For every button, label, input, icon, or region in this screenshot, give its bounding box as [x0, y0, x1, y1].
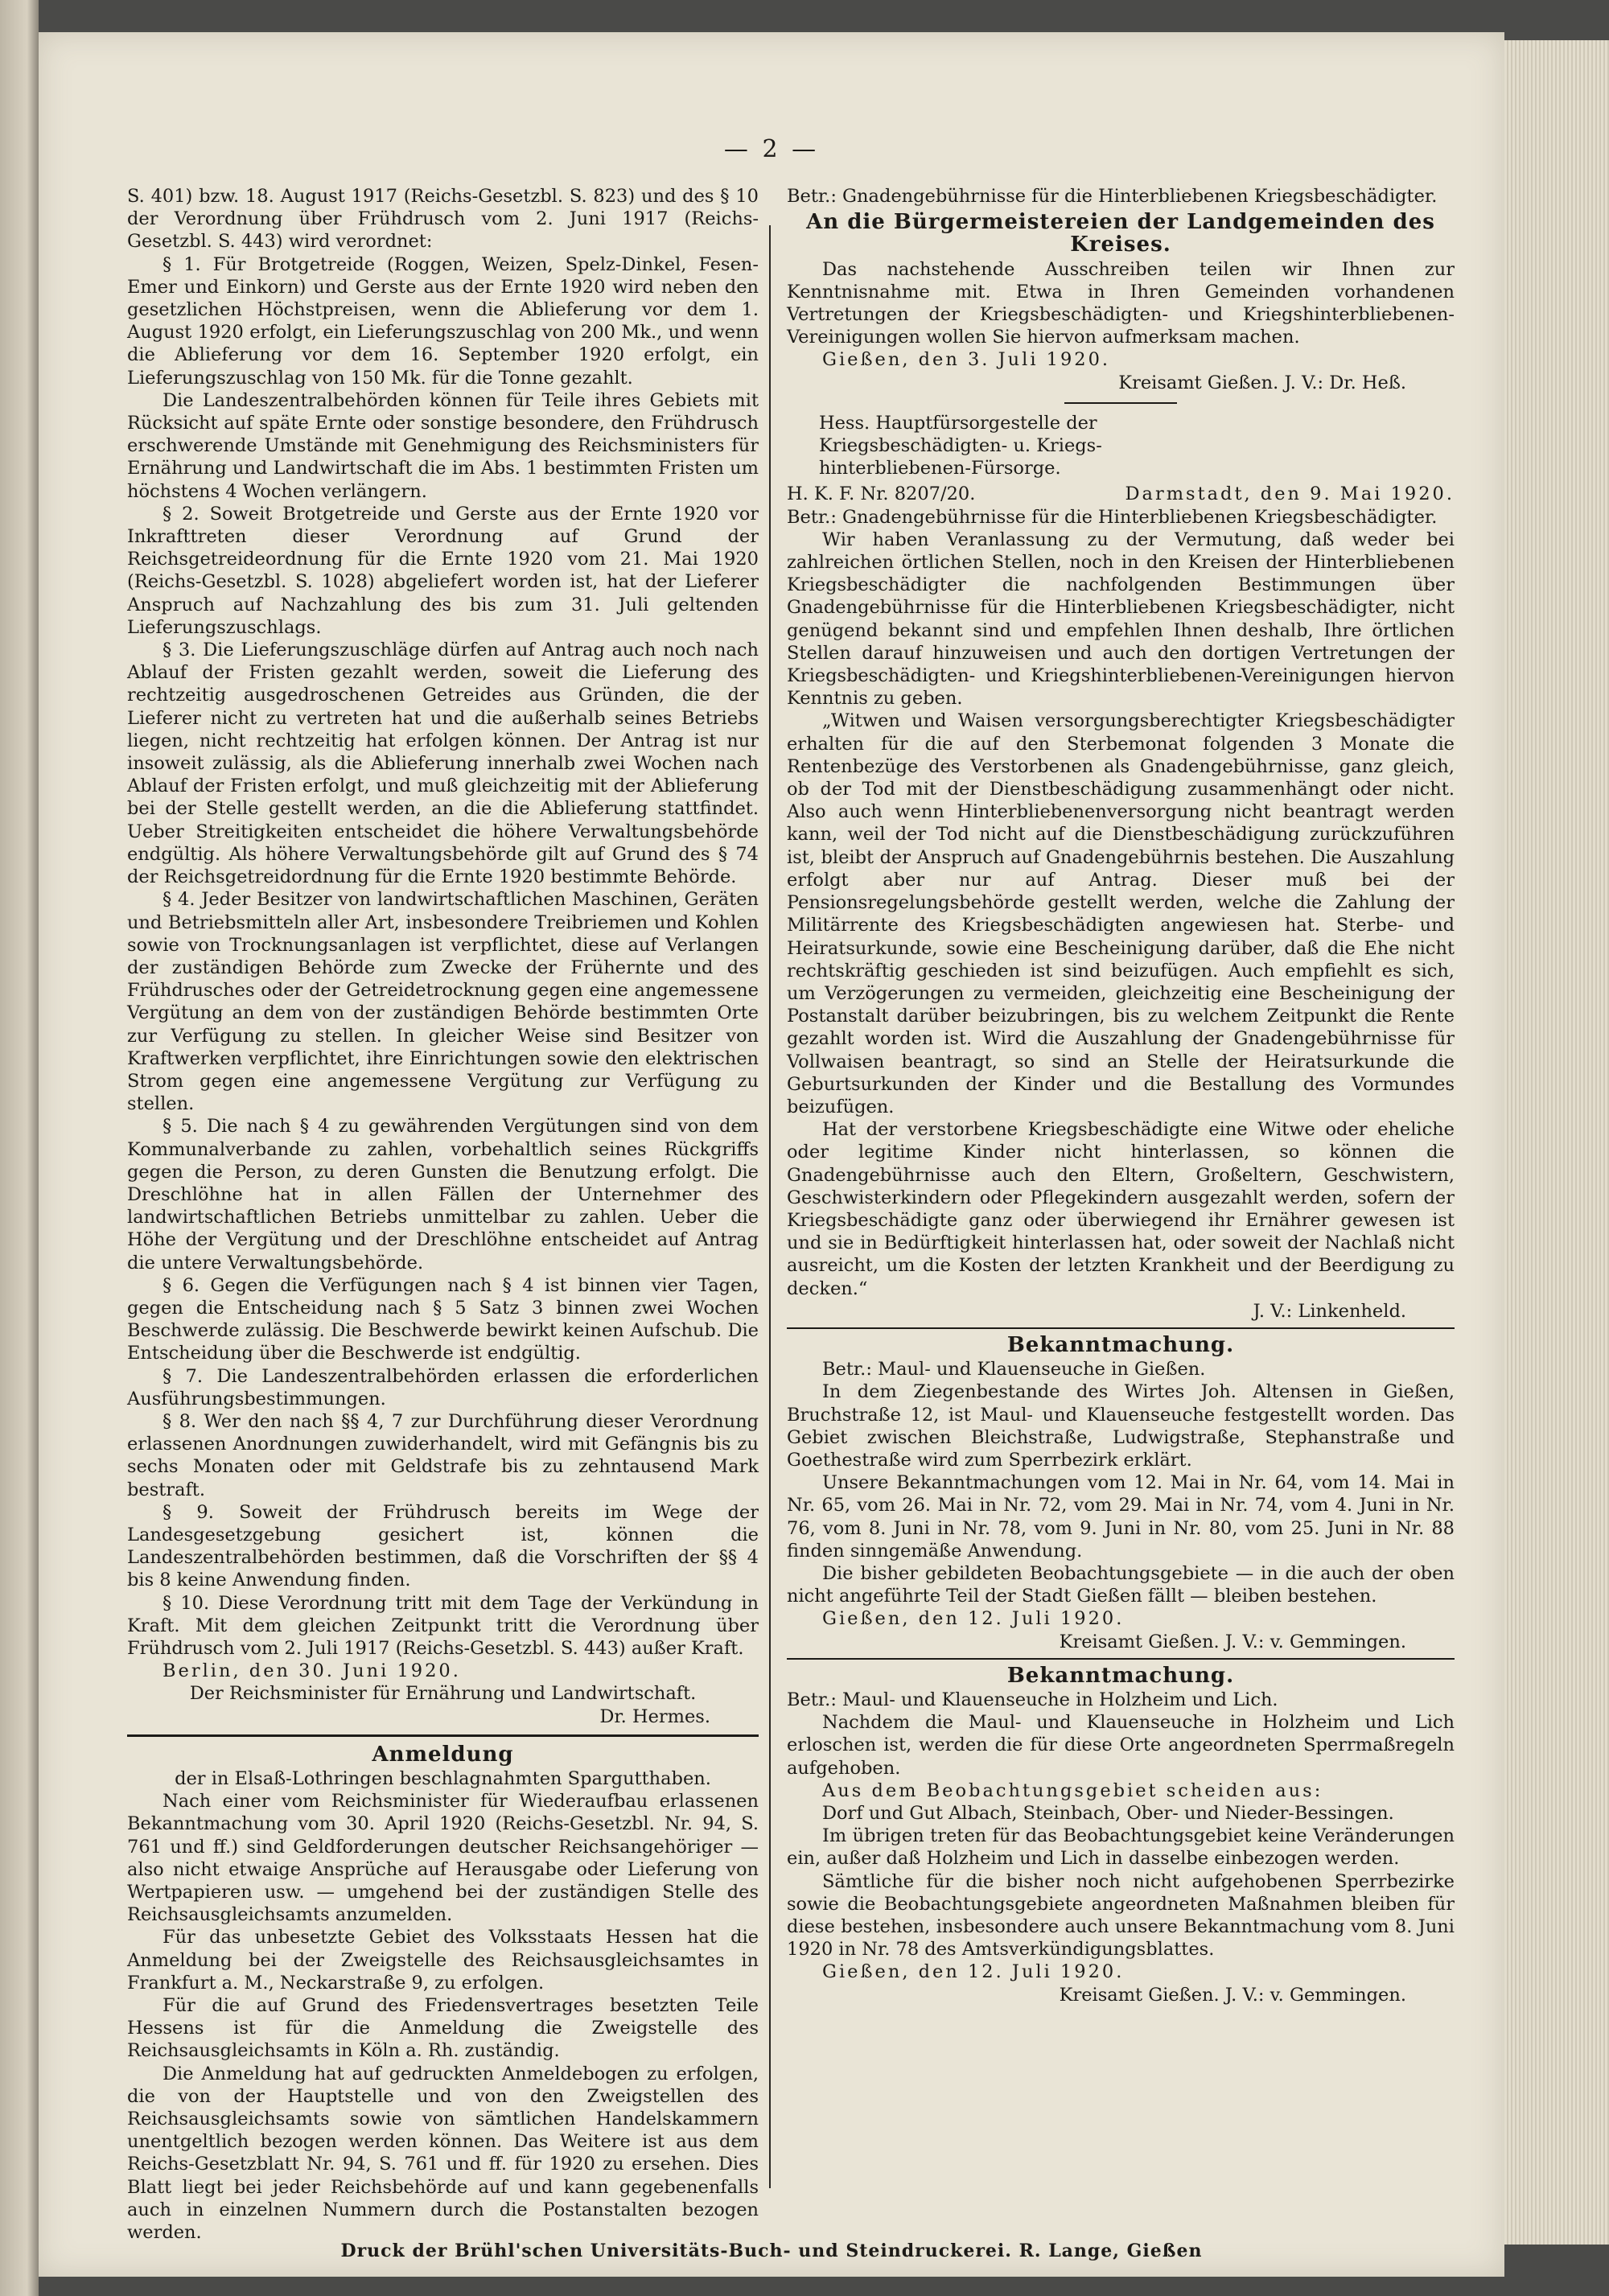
buergermeistereien-date: Gießen, den 3. Juli 1920.: [822, 349, 1111, 371]
paragraph-1b: Die Landeszentralbehörden können für Teile ihres Gebiets mit Rücksicht auf späte Ernte oder sonstige besondere, den Frühdrusch erschwerende Umstände mit Genehmigung des Reichsministers für Ernährung und Landwirtschaft die im Abs. 1 bestimmten Fristen um höchstens 4 Wochen verlängern.: [127, 389, 759, 502]
paragraph-1: § 1. Für Brotgetreide (Roggen, Weizen, Spelz-Dinkel, Fesen-Emer und Einkorn) und Gerste aus der Ernte 1920 wird neben den gesetzlichen Höchstpreisen, wenn die Ablieferung vor dem 1. August 1920 erfolgt, ein Lieferungszuschlag von 200 Mk., und wenn die Ablieferung vor dem 16. September 1920 erfolgt, ein Lieferungszuschlag von 150 Mk. für die Tonne gezahlt.: [127, 253, 759, 389]
left-column: [127, 185, 759, 2244]
minister-signature: Dr. Hermes.: [599, 1706, 710, 1727]
section-divider: [787, 1327, 1455, 1329]
buergermeistereien-heading: An die Bürgermeistereien der Landgemeinden des Kreises.: [806, 210, 1435, 257]
bekanntmachung-2-paragraph-2: Aus dem Beobachtungsgebiet scheiden aus:: [822, 1780, 1323, 1801]
fuersorge-header: [819, 412, 1455, 480]
buergermeistereien-signature: Kreisamt Gießen. J. V.: Dr. Heß.: [1118, 372, 1406, 393]
book-page-stack: [1503, 40, 1609, 2245]
bekanntmachung-2-paragraph-5: Sämtliche für die bisher noch nicht aufgehobenen Sperrbezirke sowie die Beobachtungsgebiete angeordneten Maßnahmen bleiben für diese bestehen, insbesondere auch unsere Bekanntmachung vom 8. Juni 1920 in Nr. 78 des Amtsverkündigungsblattes.: [787, 1870, 1455, 1961]
anmeldung-title: Anmeldung: [372, 1742, 514, 1767]
bekanntmachung-1-betreff: Betr.: Maul- und Klauenseuche in Gießen.: [822, 1359, 1206, 1380]
section-divider: [787, 1658, 1455, 1660]
betreff-2: Betr.: Gnadengebührnisse für die Hinterbliebenen Kriegsbeschädigter.: [787, 506, 1438, 528]
page-number: — 2 —: [723, 135, 820, 163]
fuersorge-paragraph-2: „Witwen und Waisen versorgungsberechtigter Kriegsbeschädigter erhalten für die auf den Sterbemonat folgenden 3 Monate die Rentenbezüge des Verstorbenen als Gnadengebührnisse, ganz gleich, ob der Tod mit der Dienstbeschädigung zusammenhängt oder nicht. Also auch wenn Hinterbliebenenversorgung nicht beantragt werden kann, weil der Tod nicht auf die Dienstbeschädigung zurückzuführen ist, bleibt der Anspruch auf Gnadengebührnis bestehen. Die Auszahlung erfolgt aber nur auf Antrag. Dieser muß bei der Pensionsregelungsbehörde gestellt werden, welche die Zahlung der Militärrente des Kriegsbeschädigten angewiesen hat. Sterbe- und Heiratsurkunde, sowie eine Bescheinigung darüber, daß die Ehe nicht rechtskräftig geschieden ist sind beizufügen. Auch empfiehlt es sich, um Verzögerungen zu vermeiden, gleichzeitig eine Bescheinigung der Postanstalt darüber beizubringen, bis zu welchem Zeitpunkt die Rente gezahlt worden ist. Wird die Auszahlung der Gnadengebührnisse für Vollwaisen beantragt, so sind an Stelle der Heiratsurkunde die Geburtsurkunden der Kinder und die Bestallung des Vormundes beizufügen.: [787, 710, 1455, 1117]
bekanntmachung-2-paragraph-3: Dorf und Gut Albach, Steinbach, Ober- und Nieder-Bessingen.: [822, 1803, 1394, 1825]
newspaper-page: [39, 32, 1504, 2277]
bekanntmachung-1-paragraph-3: Die bisher gebildeten Beobachtungsgebiete — in die auch der oben nicht angeführte Teil der Stadt Gießen fällt — bleiben bestehen.: [787, 1562, 1455, 1607]
anmeldung-paragraph-2: Für das unbesetzte Gebiet des Volksstaats Hessen hat die Anmeldung bei der Zweigstelle des Reichsausgleichsamtes in Frankfurt a. M., Neckarstraße 9, zu erfolgen.: [127, 1927, 759, 1994]
paragraph-2: § 2. Soweit Brotgetreide und Gerste aus der Ernte 1920 vor Inkrafttreten dieser Verordnung auf Grund der Reichsgetreideordnung für die Ernte 1920 vom 21. Mai 1920 (Reichs-Gesetzbl. S. 1028) abgeliefert worden ist, hat der Lieferer Anspruch auf Nachzahlung des bis zum 31. Juli geltenden Lieferungszuschlags.: [127, 503, 759, 638]
paragraph-4: § 4. Jeder Besitzer von landwirtschaftlichen Maschinen, Geräten und Betriebsmitteln aller Art, insbesondere Treibriemen und Kohlen sowie von Trocknungsanlagen ist verpflichtet, diese auf Verlangen der zuständigen Behörde zum Zwecke der Frühernte und des Frühdrusches oder der Getreidetrocknung gegen eine angemessene Vergütung an dem von der zuständigen Behörde bestimmten Orte zur Verfügung zu stellen. In gleicher Weise sind Besitzer von Kraftwerken verpflichtet, ihre Einrichtungen sowie den elektrischen Strom gegen eine angemessene Vergütung zur Verfügung zu stellen.: [127, 889, 759, 1115]
bekanntmachung-1-title: Bekanntmachung.: [1006, 1332, 1235, 1357]
paragraph-8: § 8. Wer den nach §§ 4, 7 zur Durchführung dieser Verordnung erlassenen Anordnungen zuwiderhandelt, wird mit Gefängnis bis zu sechs Monaten oder mit Geldstrafe bis zu zehntausend Mark bestraft.: [127, 1410, 759, 1500]
buergermeistereien-text: Das nachstehende Ausschreiben teilen wir Ihnen zur Kenntnisnahme mit. Etwa in Ihren Gemeinden vorhandenen Vertretungen der Kriegsbeschädigten- und Kriegshinterbliebenen-Vereinigungen wollen Sie hiervon aufmerksam machen.: [787, 258, 1455, 348]
bekanntmachung-1-signature: Kreisamt Gießen. J. V.: v. Gemmingen.: [1059, 1631, 1406, 1652]
fuersorge-header-line-3: hinterbliebenen-Fürsorge.: [819, 458, 1061, 479]
bekanntmachung-2-betreff: Betr.: Maul- und Klauenseuche in Holzheim und Lich.: [787, 1689, 1278, 1710]
paragraph-10: § 10. Diese Verordnung tritt mit dem Tage der Verkündung in Kraft. Mit dem gleichen Zeitpunkt tritt die Verordnung über Frühdrusch vom 2. Juli 1917 (Reichs-Gesetzbl. S. 443) außer Kraft.: [127, 1592, 759, 1659]
paragraph-7: § 7. Die Landeszentralbehörden erlassen die erforderlichen Ausführungsbestimmungen.: [127, 1365, 759, 1409]
paragraph-5: § 5. Die nach § 4 zu gewährenden Vergütungen sind von dem Kommunalverbande zu zahlen, vorbehaltlich seines Rückgriffs gegen die Person, zu deren Gunsten die Benutzung erfolgt. Die Dreschlöhne hat in allen Fällen der Unternehmer des landwirtschaftlichen Betriebs unmittelbar zu zahlen. Ueber die Höhe der Vergütung und der Dreschlöhne entscheidet auf Antrag die untere Verwaltungsbehörde.: [127, 1116, 759, 1273]
fuersorge-reference-line: [787, 483, 1455, 505]
bekanntmachung-1-paragraph-1: In dem Ziegenbestande des Wirtes Joh. Altensen in Gießen, Bruchstraße 12, ist Maul- und Klauenseuche festgestellt worden. Das Gebiet zwischen Bleichstraße, Ludwigstraße, Stephanstraße und Goethestraße wird zum Sperrbezirk erklärt.: [787, 1381, 1455, 1471]
bekanntmachung-2-signature: Kreisamt Gießen. J. V.: v. Gemmingen.: [1059, 1984, 1406, 2006]
bekanntmachung-2-paragraph-1: Nachdem die Maul- und Klauenseuche in Holzheim und Lich erloschen ist, werden die für diese Orte angeordneten Sperrmaßregeln aufgehoben.: [787, 1712, 1455, 1779]
column-divider: [769, 225, 771, 2188]
paragraph-9: § 9. Soweit der Frühdrusch bereits im Wege der Landesgesetzgebung gesichert ist, können die Landeszentralbehörden bestimmen, daß die Vorschriften der §§ 4 bis 8 keine Anwendung finden.: [127, 1501, 759, 1591]
fuersorge-signature: J. V.: Linkenheld.: [1253, 1300, 1406, 1322]
fuersorge-header-line-1: Hess. Hauptfürsorgestelle der: [819, 412, 1097, 434]
fuersorge-paragraph-3: Hat der verstorbene Kriegsbeschädigte eine Witwe oder eheliche oder legitime Kinder nicht hinterlassen, so können die Gnadengebührnisse auch den Eltern, Großeltern, Geschwistern, Geschwisterkindern oder Pflegekindern ausgezahlt werden, sofern der Kriegsbeschädigte ganz oder überwiegend ihr Ernährer gewesen ist und sie in Bedürftigkeit hinterlassen hat, oder soweit der Nachlaß nicht ausreicht, um die Kosten der letzten Krankheit und der Beerdigung zu decken.“: [787, 1119, 1455, 1299]
right-column: [787, 185, 1455, 2006]
section-divider: [127, 1734, 759, 1740]
bekanntmachung-1-date: Gießen, den 12. Juli 1920.: [822, 1608, 1125, 1630]
bekanntmachung-2-title: Bekanntmachung.: [1006, 1663, 1235, 1688]
adjacent-page-edge: [0, 0, 39, 2296]
paragraph-3: § 3. Die Lieferungszuschläge dürfen auf Antrag auch noch nach Ablauf der Fristen gezahlt werden, soweit die Lieferung des rechtzeitig ausgedroschenen Getreides aus Gründen, die der Lieferer nicht zu vertreten hat und die außerhalb seines Betriebs liegen, nicht rechtzeitig hat erfolgen können. Der Antrag ist nur insoweit zulässig, als die Ablieferung innerhalb zwei Wochen nach Ablauf der Fristen erfolgt, und muß gleichzeitig mit der Ablieferung bei der Stelle gestellt werden, an die die Ablieferung stattfindet. Ueber Streitigkeiten entscheidet die höhere Verwaltungsbehörde endgültig. Als höhere Verwaltungsbehörde gilt auf Grund des § 74 der Reichsgetreidordnung für die Ernte 1920 bestimmte Behörde.: [127, 640, 759, 888]
anmeldung-paragraph-4: Die Anmeldung hat auf gedruckten Anmeldebogen zu erfolgen, die von der Hauptstelle und von den Zweigstellen des Reichsausgleichsamts sowie von sämtlichen Handelskammern unentgeltlich bezogen werden können. Das Weitere ist aus dem Reichs-Gesetzblatt Nr. 94, S. 761 und ff. für 1920 zu ersehen. Dies Blatt liegt bei jeder Reichsbehörde auf und kann gegebenenfalls auch in einzelnen Nummern durch die Postanstalten bezogen werden.: [127, 2063, 759, 2244]
bekanntmachung-1-paragraph-2: Unsere Bekanntmachungen vom 12. Mai in Nr. 64, vom 14. Mai in Nr. 65, vom 26. Mai in Nr. 72, vom 29. Mai in Nr. 74, vom 4. Juni in Nr. 76, vom 8. Juni in Nr. 78, vom 9. Juni in Nr. 80, vom 25. Juni in Nr. 88 finden sinngemäße Anwendung.: [787, 1472, 1455, 1562]
fuersorge-place-date: Darmstadt, den 9. Mai 1920.: [1125, 483, 1455, 505]
paragraph-6: § 6. Gegen die Verfügungen nach § 4 ist binnen vier Tagen, gegen die Entscheidung nach § 5 Satz 3 binnen zwei Wochen Beschwerde zulässig. Die Beschwerde bewirkt keinen Aufschub. Die Entscheidung über die Beschwerde ist endgültig.: [127, 1274, 759, 1364]
anmeldung-paragraph-1: Nach einer vom Reichsminister für Wiederaufbau erlassenen Bekanntmachung vom 30. April 1920 (Reichs-Gesetzbl. Nr. 94, S. 761 und ff.) sind Geldforderungen deutscher Reichsangehöriger — also nicht etwaige Ansprüche auf Herausgabe oder Lieferung von Wertpapieren usw. — umgehend bei der zuständigen Stelle des Reichsausgleichsamts anzumelden.: [127, 1791, 759, 1926]
anmeldung-paragraph-3: Für die auf Grund des Friedensvertrages besetzten Teile Hessens ist für die Anmeldung die Zweigstelle des Reichsausgleichsamts in Köln a. Rh. zuständig.: [127, 1995, 759, 2062]
bekanntmachung-2-date: Gießen, den 12. Juli 1920.: [822, 1961, 1125, 1983]
short-divider: [1064, 402, 1177, 404]
fuersorge-header-line-2: Kriegsbeschädigten- u. Kriegs-: [819, 435, 1102, 457]
printer-imprint: Druck der Brühl'schen Universitäts-Buch- und Steindruckerei. R. Lange, Gießen: [340, 2240, 1203, 2261]
fuersorge-reference: H. K. F. Nr. 8207/20.: [787, 483, 976, 505]
minister-title: Der Reichsminister für Ernährung und Landwirtschaft.: [189, 1683, 697, 1705]
place-date: Berlin, den 30. Juni 1920.: [163, 1660, 461, 1682]
ordinance-intro: S. 401) bzw. 18. August 1917 (Reichs-Gesetzbl. S. 823) und des § 10 der Verordnung über Frühdrusch vom 2. Juni 1917 (Reichs-Gesetzbl. S. 443) wird verordnet:: [127, 186, 759, 253]
anmeldung-subtitle: der in Elsaß-Lothringen beschlagnahmten Spargutthaben.: [175, 1768, 711, 1790]
fuersorge-paragraph-1: Wir haben Veranlassung zu der Vermutung, daß weder bei zahlreichen örtlichen Stellen, noch in den Kreisen der Hinterbliebenen Kriegsbeschädigter die nachfolgenden Bestimmungen über Gnadengebührnisse für die Hinterbliebenen Kriegsbeschädigter, nicht genügend bekannt sind und empfehlen Ihnen deshalb, Ihre örtlichen Stellen darauf hinzuweisen und auch den dortigen Vertretungen der Kriegsbeschädigten- und Kriegshinterbliebenen-Vereinigungen hiervon Kenntnis zu geben.: [787, 529, 1455, 710]
betreff-1: Betr.: Gnadengebührnisse für die Hinterbliebenen Kriegsbeschädigter.: [787, 186, 1438, 207]
bekanntmachung-2-paragraph-4: Im übrigen treten für das Beobachtungsgebiet keine Veränderungen ein, außer daß Holzheim und Lich in dasselbe einbezogen werden.: [787, 1825, 1455, 1870]
